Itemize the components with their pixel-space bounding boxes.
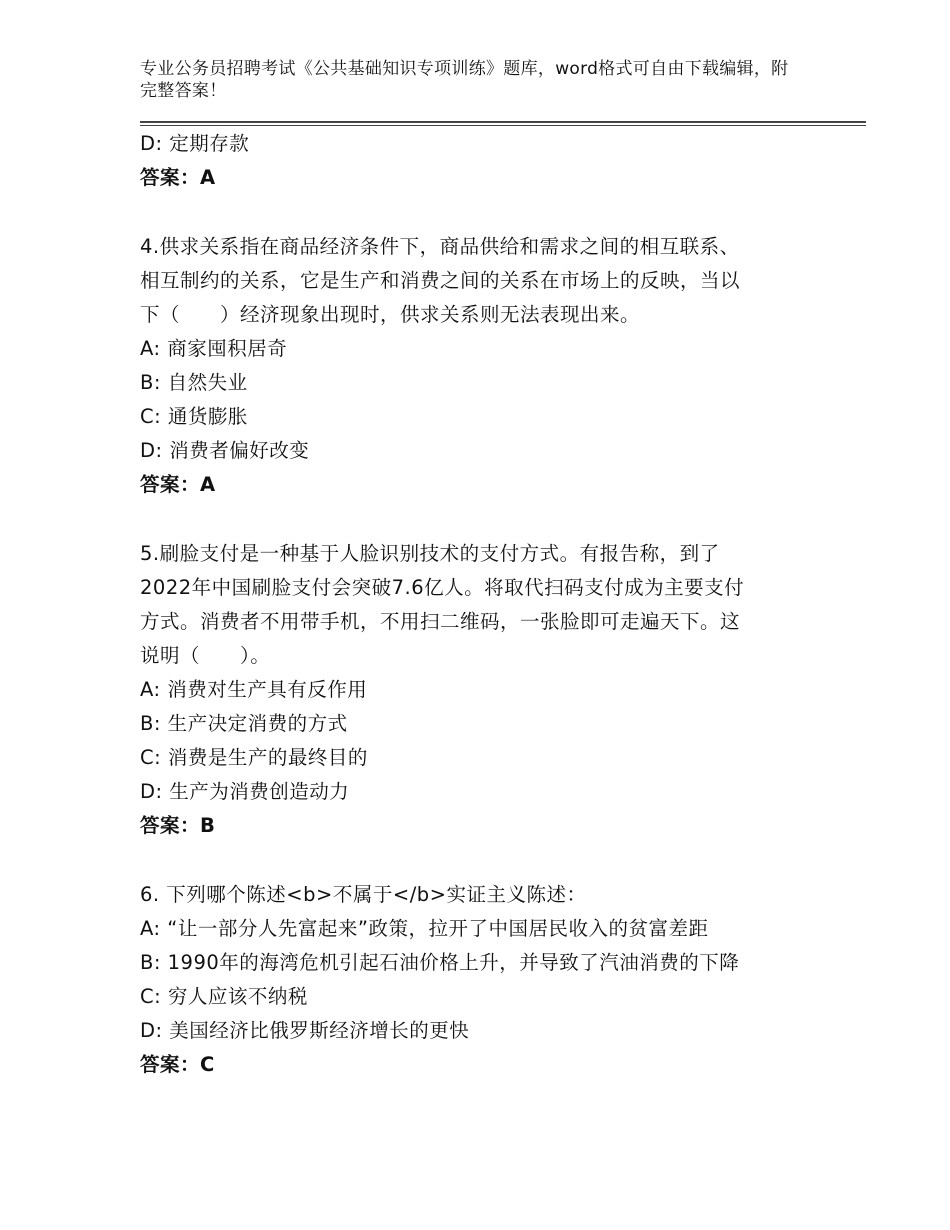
question-6-answer: 答案：C — [140, 1053, 215, 1076]
question-4-stem-line-3: 下（ ）经济现象出现时，供求关系则无法表现出来。 — [140, 303, 641, 326]
question-5-option-d: D: 生产为消费创造动力 — [140, 780, 350, 803]
prev-answer: 答案：A — [140, 166, 216, 189]
question-4-stem-line-2: 相互制约的关系，它是生产和消费之间的关系在市场上的反映，当以 — [140, 269, 741, 292]
header-rule-thin — [140, 125, 866, 126]
question-4-option-c: C: 通货膨胀 — [140, 405, 248, 428]
question-6 — [140, 878, 800, 1082]
question-6-option-d: D: 美国经济比俄罗斯经济增长的更快 — [140, 1019, 470, 1042]
question-4-option-d: D: 消费者偏好改变 — [140, 439, 310, 462]
question-6-option-a: A: “让一部分人先富起来”政策，拉开了中国居民收入的贫富差距 — [140, 917, 709, 940]
question-5 — [140, 537, 800, 843]
page-header: 专业公务员招聘考试《公共基础知识专项训练》题库，word格式可自由下载编辑，附完整答案！ — [140, 59, 789, 101]
question-5-option-a: A: 消费对生产具有反作用 — [140, 678, 368, 701]
question-6-option-c: C: 穷人应该不纳税 — [140, 985, 308, 1008]
question-4 — [140, 230, 800, 502]
question-6-option-b: B: 1990年的海湾危机引起石油价格上升，并导致了汽油消费的下降 — [140, 951, 740, 974]
question-4-option-a: A: 商家囤积居奇 — [140, 337, 288, 360]
question-6-stem-line-1: 6. 下列哪个陈述<b>不属于</b>实证主义陈述： — [140, 883, 587, 906]
document-body — [140, 127, 800, 1082]
question-4-option-b: B: 自然失业 — [140, 371, 248, 394]
question-5-stem-line-2: 2022年中国刷脸支付会突破7.6亿人。将取代扫码支付成为主要支付 — [140, 576, 745, 599]
question-5-stem-line-3: 方式。消费者不用带手机，不用扫二维码，一张脸即可走遍天下。这 — [140, 610, 741, 633]
header-rule-thick — [140, 121, 866, 123]
question-4-answer: 答案：A — [140, 473, 216, 496]
question-5-option-b: B: 生产决定消费的方式 — [140, 712, 348, 735]
prev-option-d: D: 定期存款 — [140, 132, 250, 155]
question-5-option-c: C: 消费是生产的最终目的 — [140, 746, 368, 769]
question-4-stem-line-1: 4.供求关系指在商品经济条件下，商品供给和需求之间的相互联系、 — [140, 235, 740, 258]
question-5-answer: 答案：B — [140, 814, 216, 837]
question-5-stem-line-4: 说明（ ）。 — [140, 644, 271, 667]
question-5-stem-line-1: 5.刷脸支付是一种基于人脸识别技术的支付方式。有报告称，到了 — [140, 542, 720, 565]
